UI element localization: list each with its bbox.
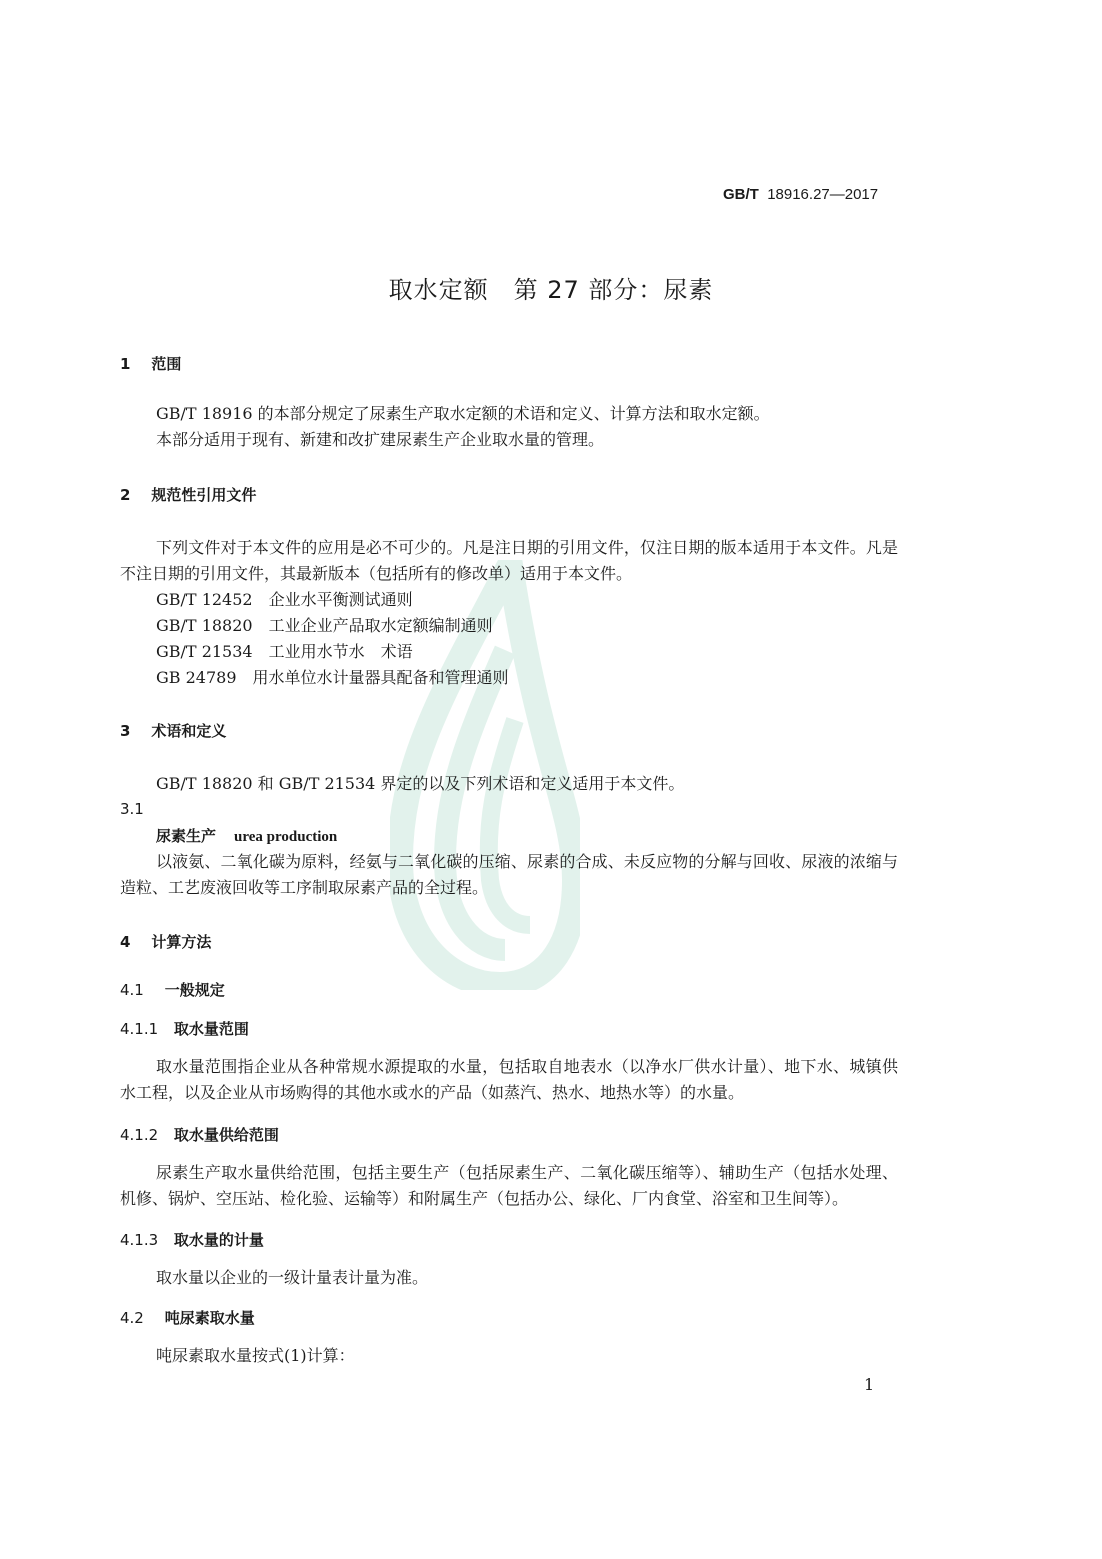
standard-code xyxy=(723,186,878,203)
subsection-number: 4.1 xyxy=(120,981,144,999)
standard-code-prefix: GB/T xyxy=(723,186,759,203)
subsection-number: 3.1 xyxy=(120,800,144,818)
paragraph: GB/T 18916 的本部分规定了尿素生产取水定额的术语和定义、计算方法和取水定额。 xyxy=(156,404,770,423)
term-entry xyxy=(156,825,337,846)
reference-item: GB/T 18820 工业企业产品取水定额编制通则 xyxy=(156,616,493,635)
page-number: 1 xyxy=(864,1375,875,1394)
section-number: 4 xyxy=(120,933,131,951)
subsection-title: 吨尿素取水量 xyxy=(164,1309,255,1327)
subsection-number: 4.2 xyxy=(120,1309,144,1327)
subsection-number: 4.1.1 xyxy=(120,1020,159,1038)
subsection-title: 取水量的计量 xyxy=(173,1231,264,1249)
subsection-4-1-2-heading xyxy=(120,1124,279,1145)
section-1-heading xyxy=(120,353,181,374)
reference-item: GB 24789 用水单位水计量器具配备和管理通则 xyxy=(156,668,509,687)
subsection-title: 取水量范围 xyxy=(173,1020,249,1038)
term-chinese: 尿素生产 xyxy=(156,827,217,845)
subsection-4-1-1-heading xyxy=(120,1018,249,1039)
section-number: 1 xyxy=(120,355,131,373)
section-number: 3 xyxy=(120,722,131,740)
reference-item: GB/T 21534 工业用水节水 术语 xyxy=(156,642,413,661)
paragraph: 本部分适用于现有、新建和改扩建尿素生产企业取水量的管理。 xyxy=(156,430,605,449)
section-title: 范围 xyxy=(151,355,182,373)
paragraph: 吨尿素取水量按式(1)计算： xyxy=(156,1346,355,1365)
section-title: 规范性引用文件 xyxy=(151,486,257,504)
reference-item: GB/T 12452 企业水平衡测试通则 xyxy=(156,590,413,609)
subsection-title: 一般规定 xyxy=(164,981,225,999)
subsection-4-2-heading xyxy=(120,1307,255,1328)
section-title: 术语和定义 xyxy=(151,722,227,740)
standard-number: 18916.27—2017 xyxy=(767,186,879,203)
section-3-heading xyxy=(120,720,226,741)
subsection-number: 4.1.2 xyxy=(120,1126,159,1144)
paragraph: GB/T 18820 和 GB/T 21534 界定的以及下列术语和定义适用于本文件。 xyxy=(156,774,685,793)
subsection-title: 取水量供给范围 xyxy=(173,1126,279,1144)
subsection-number: 4.1.3 xyxy=(120,1231,159,1249)
paragraph: 取水量以企业的一级计量表计量为准。 xyxy=(156,1268,429,1287)
document-title: 取水定额 第 27 部分：尿素 xyxy=(388,276,714,304)
paragraph: 尿素生产取水量供给范围，包括主要生产（包括尿素生产、二氧化碳压缩等）、辅助生产（包括水处理、机修、锅炉、空压站、检化验、运输等）和附属生产（包括办公、绿化、厂内食堂、浴室和卫生间等）。 xyxy=(120,1163,898,1208)
paragraph: 取水量范围指企业从各种常规水源提取的水量，包括取自地表水（以净水厂供水计量）、地下水、城镇供水工程，以及企业从市场购得的其他水或水的产品（如蒸汽、热水、地热水等）的水量。 xyxy=(120,1057,898,1102)
section-2-heading xyxy=(120,484,256,505)
term-english: urea production xyxy=(234,829,338,845)
subsection-4-1-3-heading xyxy=(120,1229,264,1250)
section-number: 2 xyxy=(120,486,131,504)
paragraph: 下列文件对于本文件的应用是必不可少的。凡是注日期的引用文件，仅注日期的版本适用于本文件。凡是不注日期的引用文件，其最新版本（包括所有的修改单）适用于本文件。 xyxy=(120,538,898,583)
section-4-heading xyxy=(120,931,211,952)
term-definition: 以液氨、二氧化碳为原料，经氨与二氧化碳的压缩、尿素的合成、未反应物的分解与回收、尿液的浓缩与造粒、工艺废液回收等工序制取尿素产品的全过程。 xyxy=(120,852,898,897)
section-title: 计算方法 xyxy=(151,933,212,951)
subsection-4-1-heading xyxy=(120,979,225,1000)
